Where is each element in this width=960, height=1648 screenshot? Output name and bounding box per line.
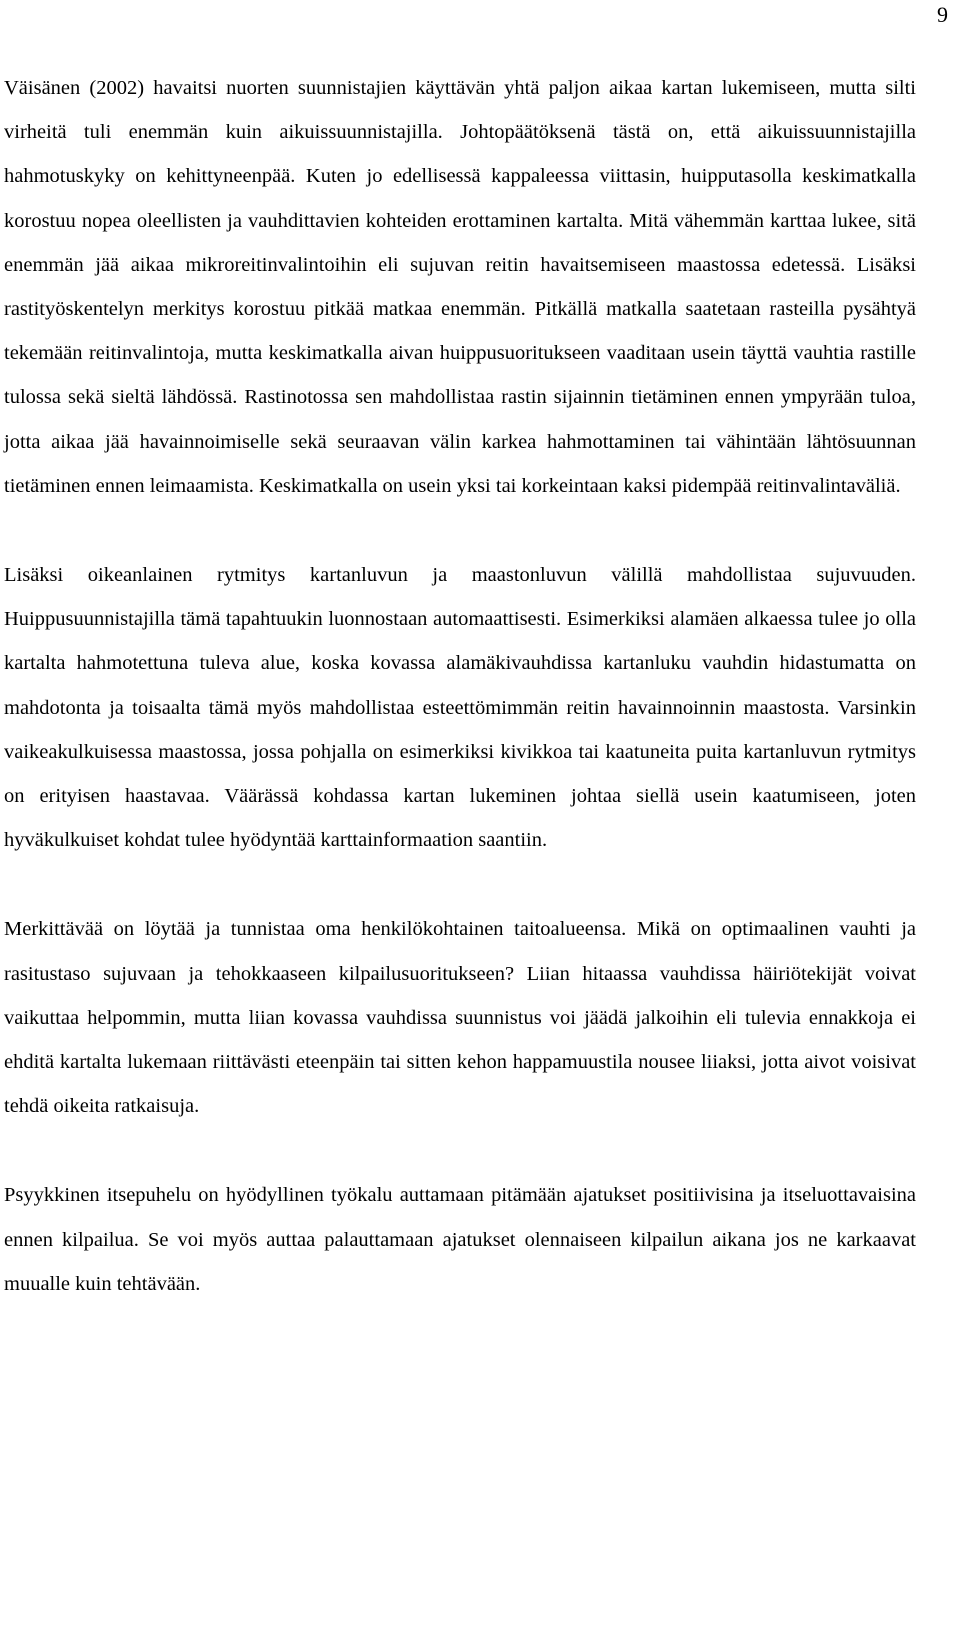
paragraph-3: Merkittävää on löytää ja tunnistaa oma henkilökohtainen taitoalueensa. Mikä on optimaalinen vauhti ja rasitustaso sujuvaan ja tehokkaaseen kilpailusuoritukseen? Liian hitaassa vauhdissa häiriötekijät voivat vaikuttaa helpommin, mutta liian kovassa vauhdissa suunnistus voi jäädä jalkoihin eli tulevia ennakkoja ei ehditä kartalta lukemaan riittävästi eteenpäin tai sitten kehon happamuustila nousee liiaksi, jotta aivot voisivat tehdä oikeita ratkaisuja. <box>4 918 916 1118</box>
paragraph-4: Psyykkinen itsepuhelu on hyödyllinen työkalu auttamaan pitämään ajatukset positiivisina ja itseluottavaisina ennen kilpailua. Se voi myös auttaa palauttamaan ajatukset olennaiseen kilpailun aikana jos ne karkaavat muualle kuin tehtävään. <box>4 1184 916 1295</box>
document-body <box>4 66 916 1306</box>
page-number: 9 <box>937 2 948 27</box>
paragraph-2: Lisäksi oikeanlainen rytmitys kartanluvun ja maastonluvun välillä mahdollistaa sujuvuuden. Huippusuunnistajilla tämä tapahtuukin luonnostaan automaattisesti. Esimerkiksi alamäen alkaessa tulee jo olla kartalta hahmotettuna tuleva alue, koska kovassa alamäkivauhdissa kartanluku vauhdin hidastumatta on mahdotonta ja toisaalta tämä myös mahdollistaa esteettömimmän reitin havainnoinnin maastosta. Varsinkin vaikeakulkuisessa maastossa, jossa pohjalla on esimerkiksi kivikkoa tai kaatuneita puita kartanluvun rytmitys on erityisen haastavaa. Väärässä kohdassa kartan lukeminen johtaa siellä usein kaatumiseen, joten hyväkulkuiset kohdat tulee hyödyntää karttainformaation saantiin. <box>4 564 916 852</box>
paragraph-1: Väisänen (2002) havaitsi nuorten suunnistajien käyttävän yhtä paljon aikaa kartan lukemiseen, mutta silti virheitä tuli enemmän kuin aikuissuunnistajilla. Johtopäätöksenä tästä on, että aikuissuunnistajilla hahmotuskyky on kehittyneenpää. Kuten jo edellisessä kappaleessa viittasin, huipputasolla keskimatkalla korostuu nopea oleellisten ja vauhdittavien kohteiden erottaminen kartalta. Mitä vähemmän karttaa lukee, sitä enemmän jää aikaa mikroreitinvalintoihin eli sujuvan reitin havaitsemiseen maastossa edetessä. Lisäksi rastityöskentelyn merkitys korostuu pitkää matkaa enemmän. Pitkällä matkalla saatetaan rasteilla pysähtyä tekemään reitinvalintoja, mutta keskimatkalla aivan huippusuoritukseen vaaditaan usein täyttä vauhtia rastille tulossa sekä sieltä lähdössä. Rastinotossa sen mahdollistaa rastin sijainnin tietäminen ennen ympyrään tuloa, jotta aikaa jää havainnoimiselle sekä seuraavan välin karkea hahmottaminen tai vähintään lähtösuunnan tietäminen ennen leimaamista. Keskimatkalla on usein yksi tai korkeintaan kaksi pidempää reitinvalintaväliä. <box>4 77 916 497</box>
